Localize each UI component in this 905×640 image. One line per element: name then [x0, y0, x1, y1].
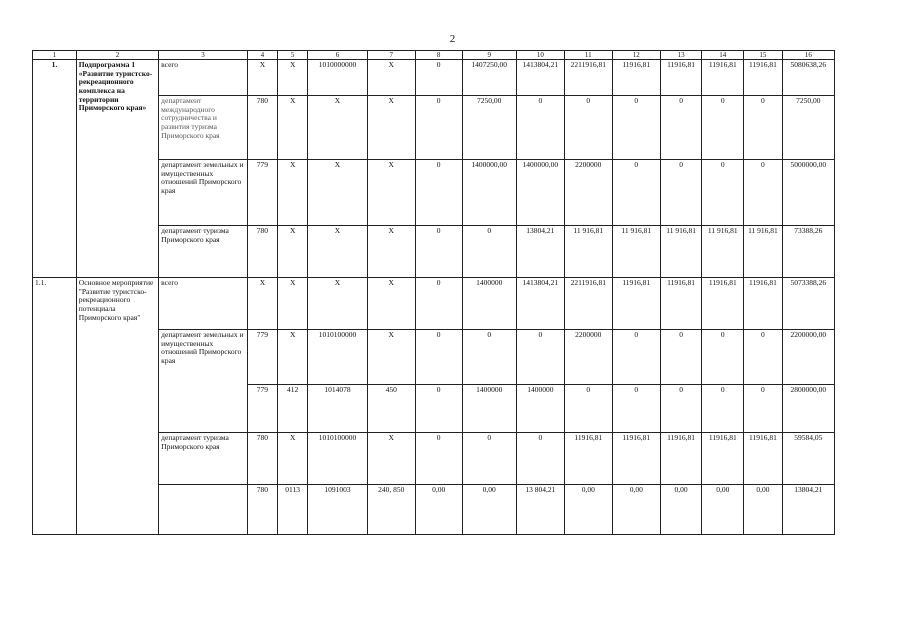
table-cell: 13 804,21 — [516, 485, 564, 535]
table-cell: 11916,81 — [744, 60, 783, 96]
table-cell: 1400000 — [462, 278, 516, 330]
table-cell: 0 — [702, 160, 744, 226]
table-cell: 0 — [744, 160, 783, 226]
table-cell: 1010100000 — [308, 330, 367, 385]
table-cell: 2211916,81 — [564, 278, 612, 330]
table-cell: 0 — [702, 385, 744, 433]
table-cell: X — [367, 433, 415, 485]
table-cell: 0,00 — [415, 485, 462, 535]
table-cell: 2200000 — [564, 160, 612, 226]
table-cell: X — [278, 160, 308, 226]
table-cell: 0 — [462, 330, 516, 385]
table-cell: 11 916,81 — [612, 226, 660, 278]
table-cell: 0 — [612, 96, 660, 160]
table-cell: X — [247, 60, 277, 96]
table-cell: 0 — [744, 330, 783, 385]
recipient-cell: департамент международного сотрудничества и развития туризма Приморского края — [159, 96, 248, 160]
table-cell: 0113 — [278, 485, 308, 535]
table-row — [33, 60, 835, 96]
table-cell: X — [367, 278, 415, 330]
table-cell: 779 — [247, 160, 277, 226]
table-cell: X — [308, 96, 367, 160]
table-cell: 0 — [516, 96, 564, 160]
table-cell: 780 — [247, 433, 277, 485]
program-name: Основное мероприятие "Развитие туристско-рекреационного потенциала Приморского края" — [76, 278, 158, 535]
table-cell: 2211916,81 — [564, 60, 612, 96]
table-cell: 0 — [612, 160, 660, 226]
column-header: 13 — [660, 51, 702, 60]
table-cell: 0 — [744, 385, 783, 433]
column-header: 4 — [247, 51, 277, 60]
column-header: 12 — [612, 51, 660, 60]
table-cell: 11916,81 — [744, 278, 783, 330]
table-cell: 0 — [702, 96, 744, 160]
column-header: 3 — [159, 51, 248, 60]
table-cell: 11916,81 — [660, 433, 702, 485]
table-cell: X — [367, 226, 415, 278]
table-cell: 11 916,81 — [564, 226, 612, 278]
table-cell: X — [278, 433, 308, 485]
column-header: 15 — [744, 51, 783, 60]
page-number: 2 — [449, 33, 456, 45]
table-cell: X — [278, 60, 308, 96]
table-cell: 0 — [564, 96, 612, 160]
table-cell: 0 — [415, 96, 462, 160]
table-cell: 0 — [612, 385, 660, 433]
table-cell: 0 — [415, 226, 462, 278]
table-cell: 1400000 — [516, 385, 564, 433]
table-cell: 780 — [247, 226, 277, 278]
table-cell: 11 916,81 — [744, 226, 783, 278]
table-cell: 0 — [612, 330, 660, 385]
table-cell: 2200000,00 — [782, 330, 834, 385]
column-header: 10 — [516, 51, 564, 60]
table-cell: X — [278, 226, 308, 278]
table-cell: 7250,00 — [462, 96, 516, 160]
recipient-cell: департамент земельных и имущественных отношений Приморского края — [159, 330, 248, 433]
column-header: 11 — [564, 51, 612, 60]
table-cell: 13804,21 — [782, 485, 834, 535]
table-cell: 1091003 — [308, 485, 367, 535]
column-header: 9 — [462, 51, 516, 60]
table-cell: 11916,81 — [702, 60, 744, 96]
column-header: 14 — [702, 51, 744, 60]
table-cell: 240, 850 — [367, 485, 415, 535]
column-header: 8 — [415, 51, 462, 60]
table-cell: 1413804,21 — [516, 278, 564, 330]
recipient-cell: департамент земельных и имущественных отношений Приморского края — [159, 160, 248, 226]
table-cell: 1010100000 — [308, 433, 367, 485]
column-header: 5 — [278, 51, 308, 60]
recipient-cell — [159, 485, 248, 535]
table-cell: 11916,81 — [612, 278, 660, 330]
table-cell: 0,00 — [702, 485, 744, 535]
table-cell: 11916,81 — [612, 60, 660, 96]
recipient-cell: департамент туризма Приморского края — [159, 226, 248, 278]
table-cell: 1407250,00 — [462, 60, 516, 96]
table-cell: 0 — [702, 330, 744, 385]
table-cell: 11916,81 — [612, 433, 660, 485]
table-cell: 0,00 — [660, 485, 702, 535]
table-cell: 11916,81 — [660, 278, 702, 330]
table-cell: 11 916,81 — [702, 226, 744, 278]
table-cell: 0 — [660, 96, 702, 160]
table-cell: 11 916,81 — [660, 226, 702, 278]
table-cell: 0,00 — [564, 485, 612, 535]
table-cell: X — [367, 160, 415, 226]
table-cell: 0 — [744, 96, 783, 160]
table-cell: 0 — [415, 385, 462, 433]
table-cell: 11916,81 — [564, 433, 612, 485]
recipient-cell: всего — [159, 278, 248, 330]
table-cell: X — [308, 160, 367, 226]
table-cell: 780 — [247, 485, 277, 535]
header-row — [33, 51, 835, 60]
table-cell: 0 — [415, 278, 462, 330]
table-cell: X — [367, 330, 415, 385]
table-cell: 1400000,00 — [462, 160, 516, 226]
table-cell: 1400000 — [462, 385, 516, 433]
table-cell: 0 — [516, 433, 564, 485]
table-cell: 5000000,00 — [782, 160, 834, 226]
table-cell: 780 — [247, 96, 277, 160]
table-cell: 2800000,00 — [782, 385, 834, 433]
table-cell: 11916,81 — [702, 433, 744, 485]
program-name: Подпрограмма 1 «Развитие туристско-рекреационного комплекса на территории Приморского края» — [76, 60, 158, 278]
table-cell: 0,00 — [612, 485, 660, 535]
table-cell: 0,00 — [462, 485, 516, 535]
table-cell: X — [367, 60, 415, 96]
table-cell: 779 — [247, 385, 277, 433]
recipient-cell: всего — [159, 60, 248, 96]
table-cell: X — [278, 96, 308, 160]
table-cell: 59584,05 — [782, 433, 834, 485]
column-header: 7 — [367, 51, 415, 60]
table-cell: X — [278, 278, 308, 330]
table-cell: X — [308, 226, 367, 278]
table-cell: 0 — [415, 330, 462, 385]
table-cell: 5080638,26 — [782, 60, 834, 96]
table-cell: 1014078 — [308, 385, 367, 433]
table-cell: 0 — [415, 160, 462, 226]
table-cell: 0 — [660, 385, 702, 433]
table-cell: 13804,21 — [516, 226, 564, 278]
table-cell: 11916,81 — [660, 60, 702, 96]
table-cell: 779 — [247, 330, 277, 385]
table-cell: 0,00 — [744, 485, 783, 535]
budget-table — [32, 50, 835, 535]
column-header: 2 — [76, 51, 158, 60]
table-cell: 1413804,21 — [516, 60, 564, 96]
table-cell: 0 — [415, 433, 462, 485]
table-cell: 0 — [660, 330, 702, 385]
table-cell: X — [367, 96, 415, 160]
table-cell: 0 — [516, 330, 564, 385]
recipient-cell: департамент туризма Приморского края — [159, 433, 248, 485]
table-cell: 450 — [367, 385, 415, 433]
column-header: 16 — [782, 51, 834, 60]
table-cell: 7250,00 — [782, 96, 834, 160]
table-cell: 11916,81 — [744, 433, 783, 485]
table-cell: 73388,26 — [782, 226, 834, 278]
row-number: 1.1. — [33, 278, 77, 535]
column-header: 1 — [33, 51, 77, 60]
table-cell: 1400000,00 — [516, 160, 564, 226]
table-cell: 5073388,26 — [782, 278, 834, 330]
table-cell: 0 — [462, 433, 516, 485]
table-cell: 0 — [564, 385, 612, 433]
table-row — [33, 278, 835, 330]
table-cell: X — [308, 278, 367, 330]
column-header: 6 — [308, 51, 367, 60]
table-cell: 0 — [462, 226, 516, 278]
table-cell: 412 — [278, 385, 308, 433]
table-cell: 11916,81 — [702, 278, 744, 330]
row-number: 1. — [33, 60, 77, 278]
table-cell: X — [278, 330, 308, 385]
table-cell: 0 — [660, 160, 702, 226]
table-cell: 0 — [415, 60, 462, 96]
table-cell: X — [247, 278, 277, 330]
table-cell: 2200000 — [564, 330, 612, 385]
table-cell: 1010000000 — [308, 60, 367, 96]
